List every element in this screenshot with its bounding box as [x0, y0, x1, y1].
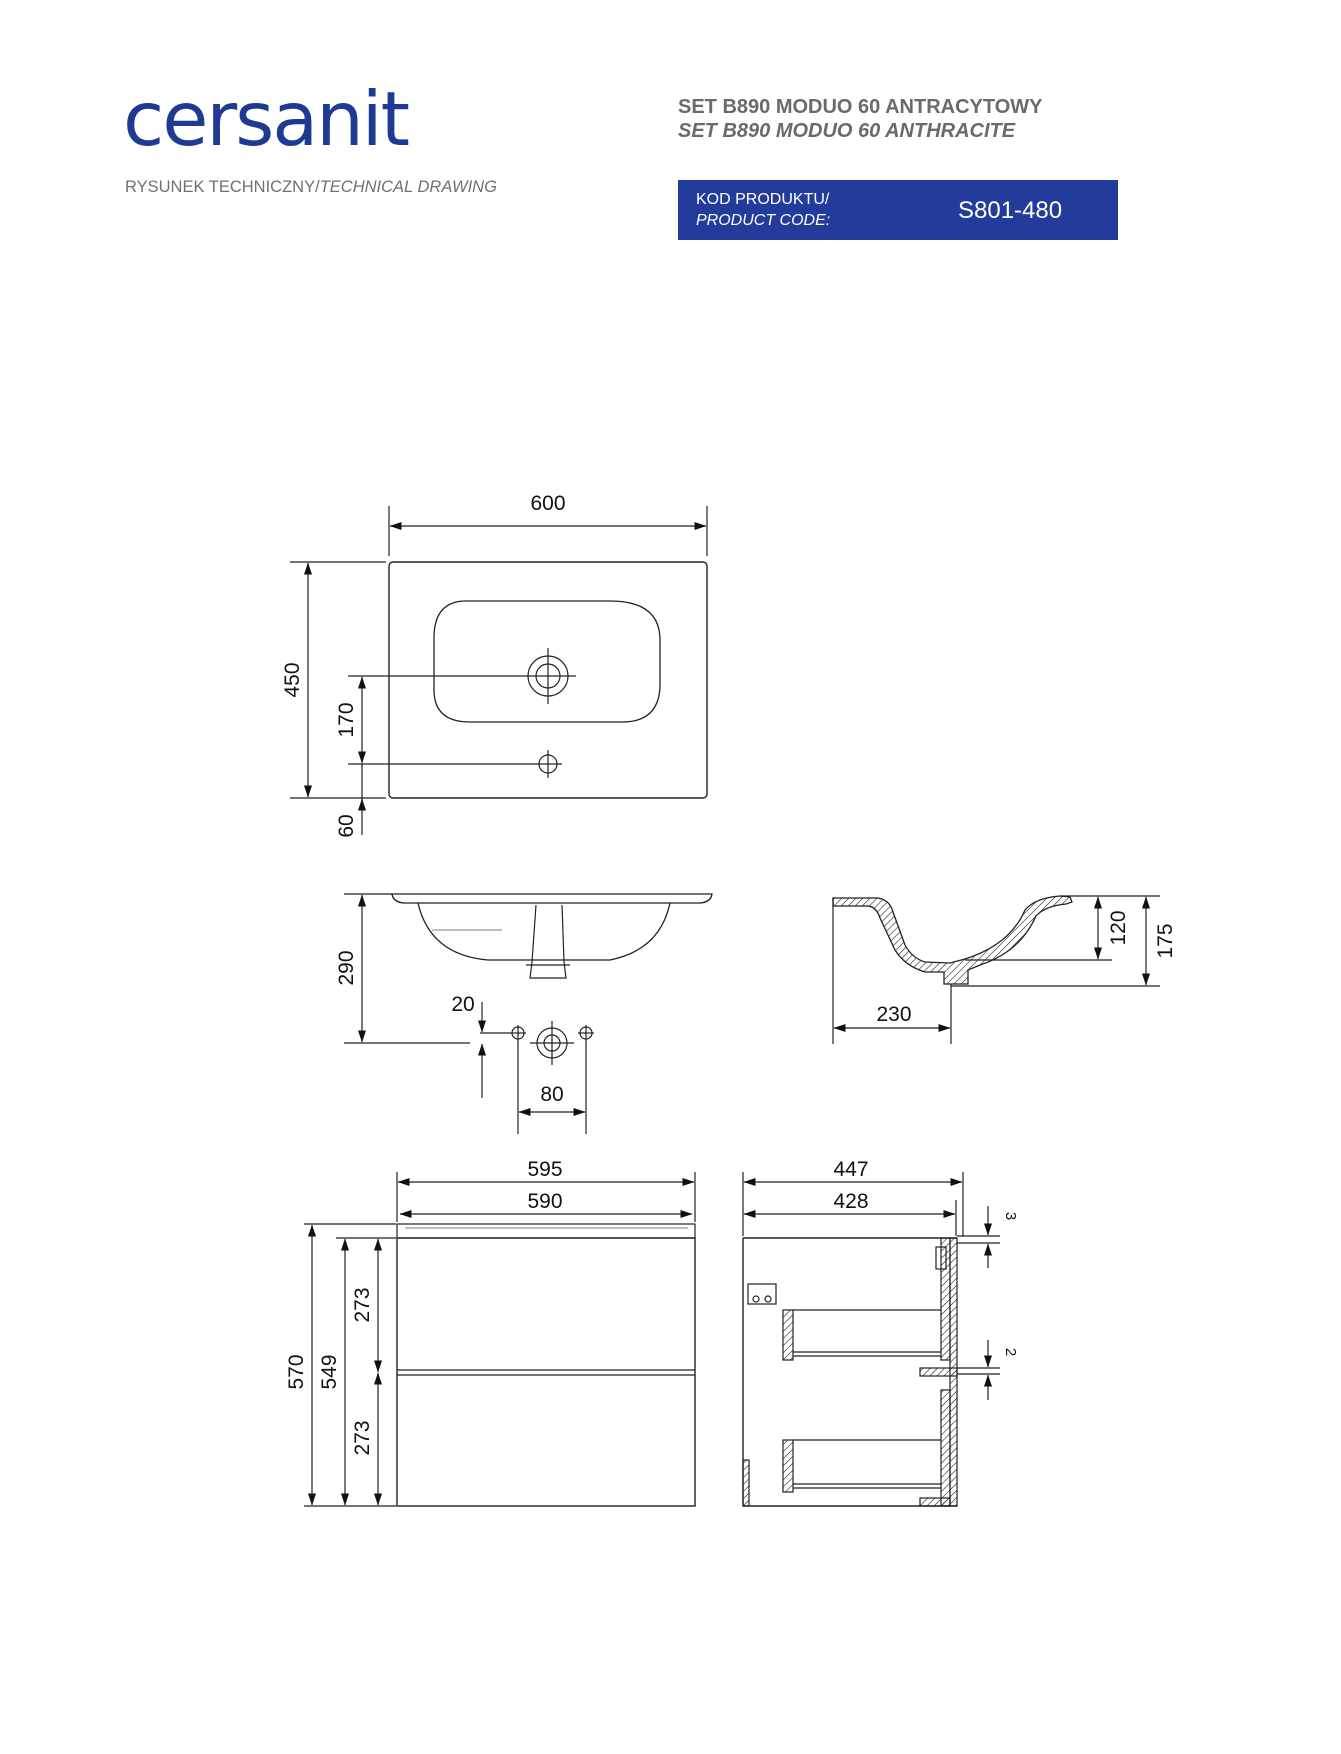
- handle-screw: [753, 1296, 759, 1302]
- label-body-height-549: 549: [318, 1354, 341, 1390]
- label-total-height-570: 570: [285, 1354, 308, 1390]
- label-inner-width: 590: [527, 1190, 563, 1213]
- product-code-value: S801-480: [958, 197, 1063, 224]
- label-total-height: 175: [1154, 923, 1177, 959]
- label-drain-offset: 60: [335, 814, 358, 838]
- label-inner-depth: 428: [833, 1190, 869, 1213]
- drawer-handle-box: [748, 1284, 776, 1304]
- basin-top-view: [290, 506, 707, 838]
- logo-text: cersanit: [123, 75, 409, 163]
- basin-bowl: [434, 601, 660, 722]
- set-title-pl: SET B890 MODUO 60 ANTRACYTOWY: [678, 96, 1043, 118]
- label-drawer-bottom-273: 273: [351, 1420, 374, 1456]
- label-gap-mid: 2: [1002, 1347, 1019, 1357]
- label-basin-depth: 450: [281, 662, 304, 698]
- basin-rim: [392, 894, 712, 903]
- label-outer-width: 595: [527, 1158, 563, 1181]
- cabinet-side-view: [743, 1172, 1000, 1506]
- basin-bowl-profile: [418, 903, 670, 960]
- product-code-label-en: PRODUCT CODE:: [696, 212, 831, 229]
- rear-foot: [920, 1498, 950, 1506]
- drain-pipe: [530, 905, 566, 978]
- handle-screw: [765, 1296, 771, 1302]
- set-title-en: SET B890 MODUO 60 ANTHRACITE: [678, 120, 1016, 142]
- mounting-bracket: [920, 1368, 957, 1376]
- subtitle-pl: RYSUNEK TECHNICZNY/: [125, 178, 320, 196]
- basin-front-view: [344, 894, 712, 1134]
- cabinet-body: [397, 1238, 695, 1506]
- drawer-upper-front: [783, 1310, 793, 1360]
- wall-rail-bottom: [941, 1390, 950, 1506]
- label-outer-depth: 447: [833, 1158, 869, 1181]
- drawer-lower-front: [783, 1440, 793, 1492]
- label-basin-height: 290: [335, 950, 358, 986]
- cabinet-top-panel: [397, 1224, 695, 1238]
- subtitle-en: TECHNICAL DRAWING: [319, 178, 497, 196]
- label-offset-20: 20: [451, 993, 475, 1016]
- label-basin-width: 600: [530, 492, 566, 515]
- label-side-depth: 230: [876, 1003, 912, 1026]
- product-code-label-pl: KOD PRODUKTU/: [696, 191, 830, 208]
- label-inner-height: 120: [1107, 910, 1130, 946]
- label-tap-to-drain: 170: [335, 702, 358, 738]
- label-spacing-80: 80: [540, 1083, 564, 1106]
- front-foot: [743, 1460, 749, 1506]
- label-gap-top: 3: [1002, 1211, 1019, 1221]
- basin-section-profile: [833, 896, 1072, 984]
- label-drawer-top-273: 273: [351, 1287, 374, 1323]
